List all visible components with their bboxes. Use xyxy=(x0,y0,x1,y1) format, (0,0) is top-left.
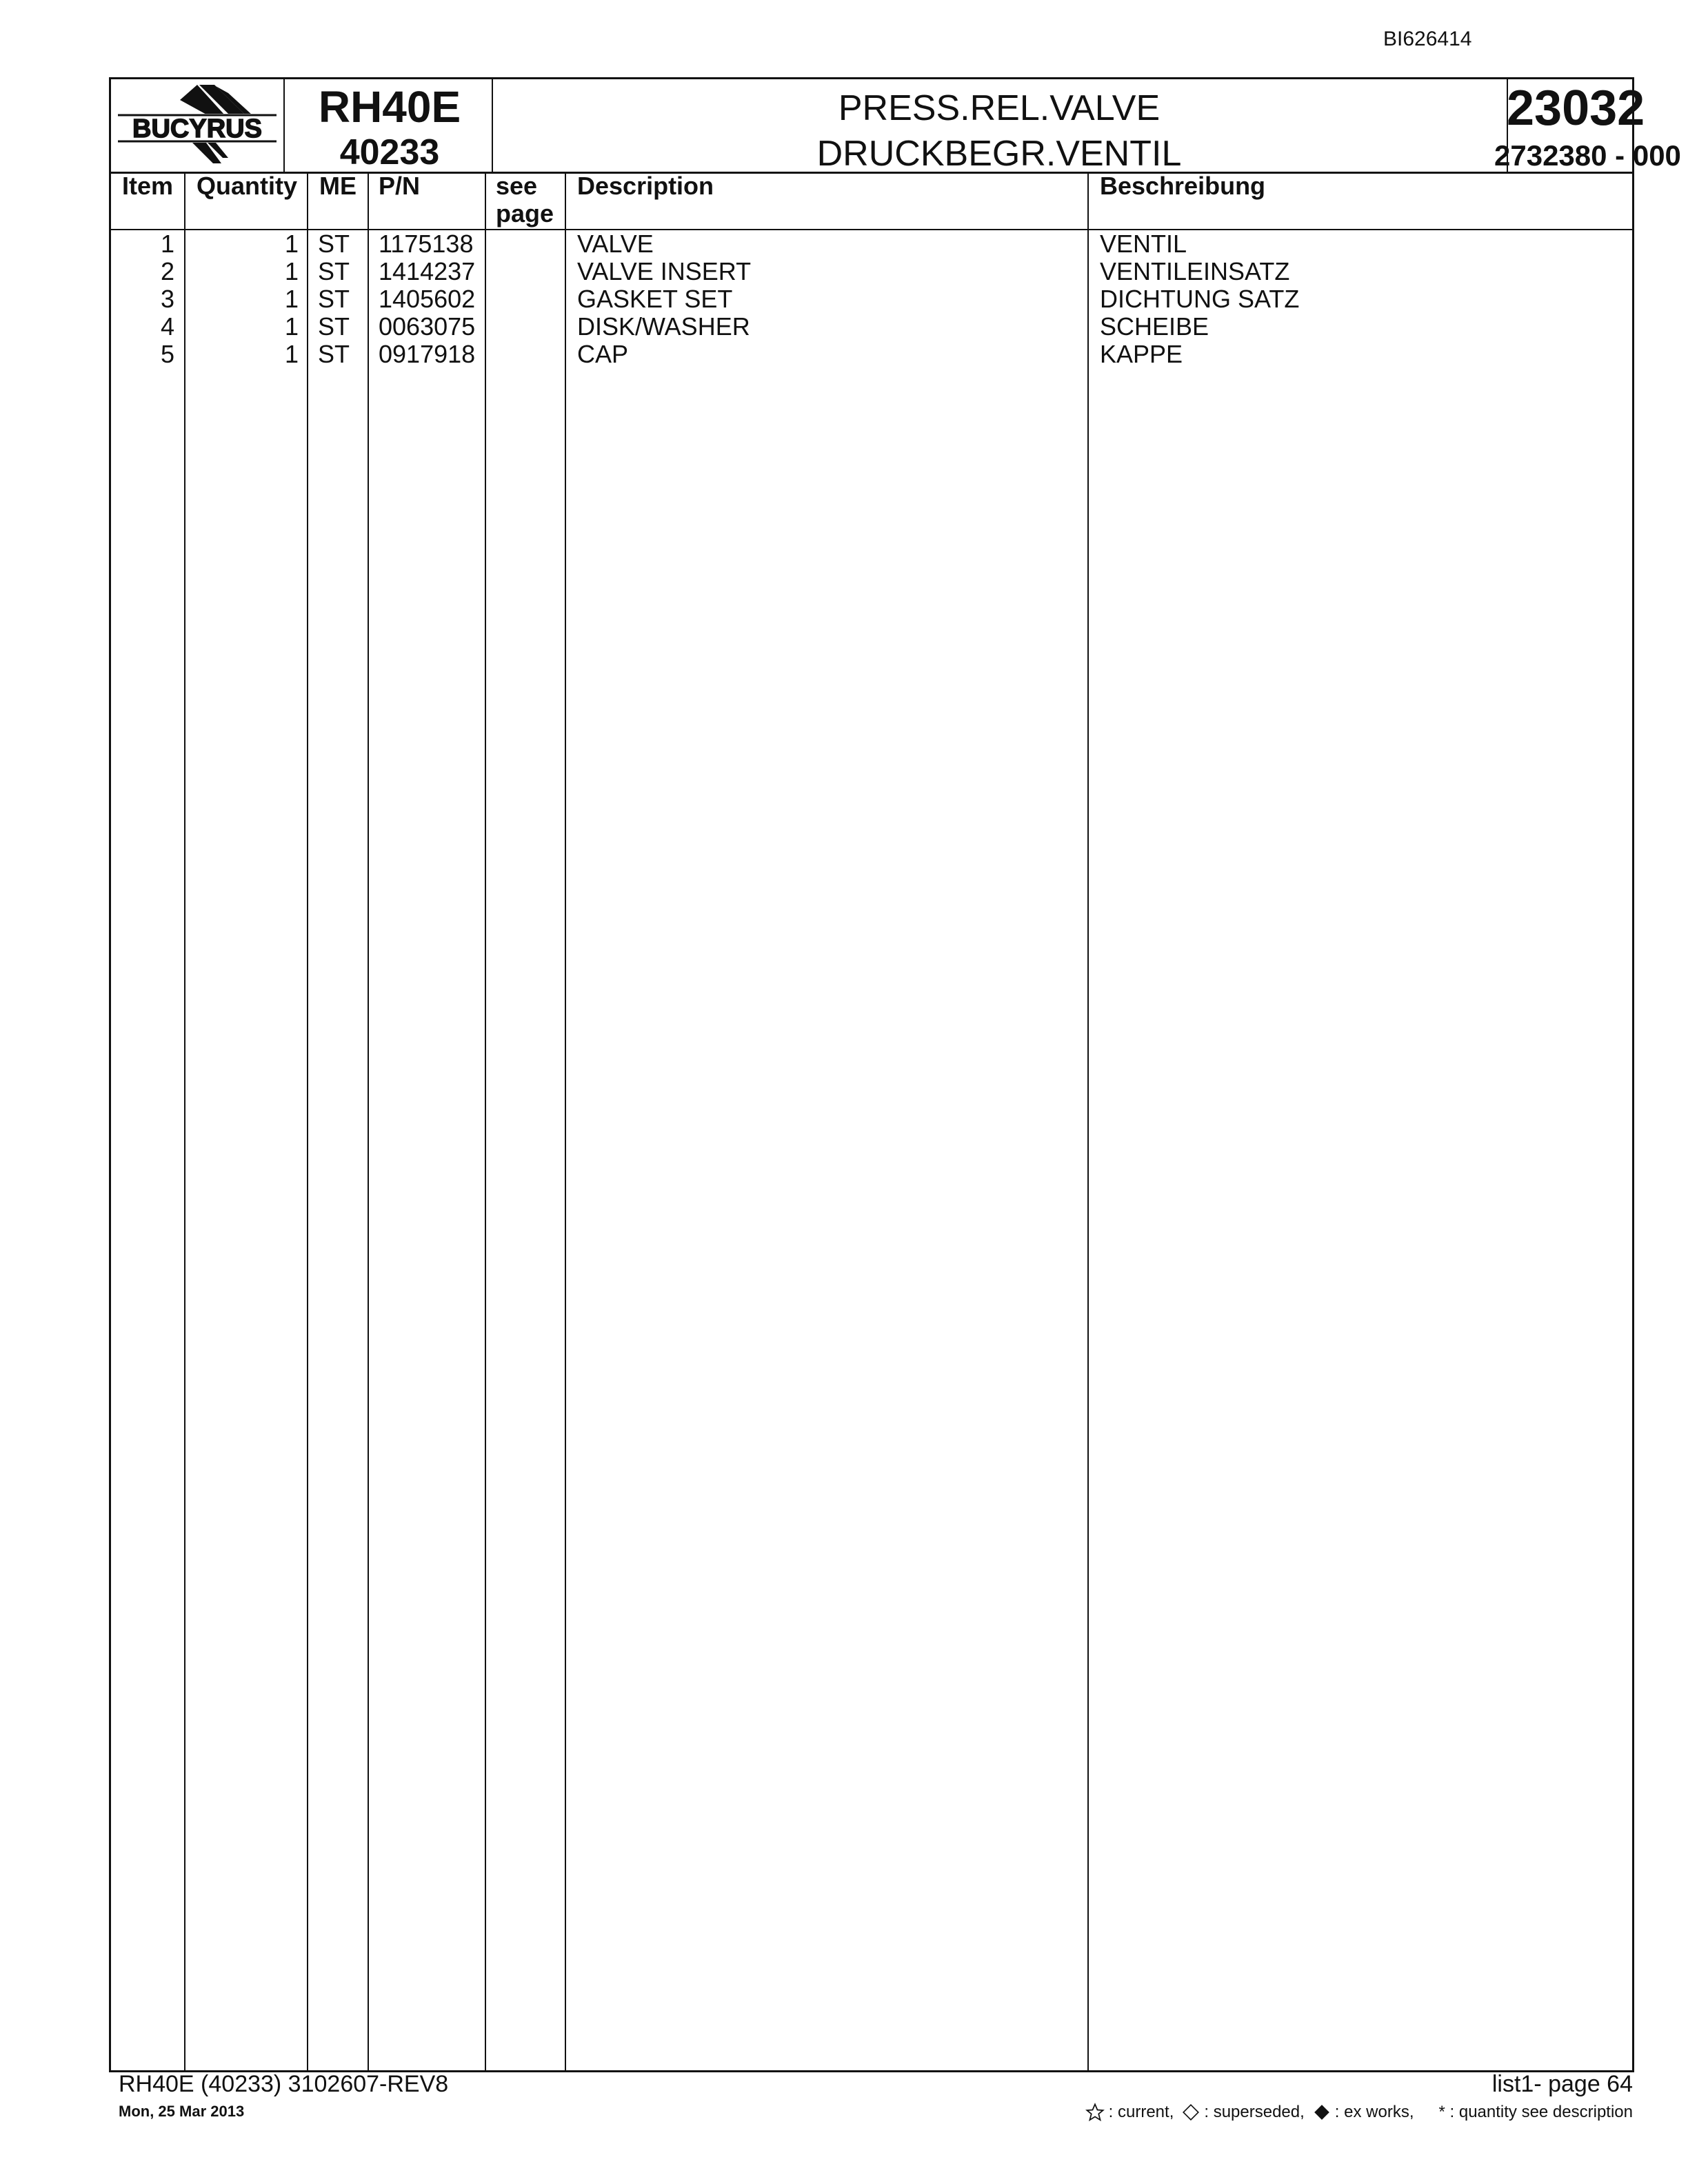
logo-text: BUCYRUS xyxy=(132,114,262,143)
star-outline-icon xyxy=(1085,2103,1105,2122)
table-row xyxy=(111,313,1632,341)
col-see-page: see page xyxy=(496,172,554,228)
cell-description: DISK/WASHER xyxy=(577,312,750,341)
table-row xyxy=(111,341,1632,368)
col-beschreibung: Beschreibung xyxy=(1100,172,1266,200)
cell-quantity: 1 xyxy=(284,230,299,258)
header-block xyxy=(109,77,1681,174)
cell-beschreibung: VENTIL xyxy=(1100,230,1187,258)
cell-beschreibung: KAPPE xyxy=(1100,340,1183,368)
footer-page: list1- page 64 xyxy=(1491,2071,1633,2097)
cell-pn: 1414237 xyxy=(379,257,476,285)
cell-item: 1 xyxy=(160,230,174,258)
cell-description: VALVE xyxy=(577,230,654,258)
document-id: BI626414 xyxy=(1383,28,1472,50)
cell-item: 4 xyxy=(160,312,174,341)
col-description: Description xyxy=(577,172,714,200)
legend-ex-works: : ex works, xyxy=(1334,2103,1414,2121)
cell-beschreibung: VENTILEINSATZ xyxy=(1100,257,1290,285)
legend-current: : current, xyxy=(1108,2103,1174,2121)
cell-quantity: 1 xyxy=(284,285,299,313)
group-number: 23032 xyxy=(1507,81,1645,136)
cell-description: CAP xyxy=(577,340,629,368)
cell-pn: 1405602 xyxy=(379,285,476,313)
cell-me: ST xyxy=(318,312,350,341)
cell-item: 3 xyxy=(160,285,174,313)
legend xyxy=(1085,2103,1633,2122)
title-german: DRUCKBEGR.VENTIL xyxy=(816,134,1182,174)
table-row xyxy=(111,230,1632,258)
group-block xyxy=(1494,79,1681,172)
table-row xyxy=(111,258,1632,285)
footer-doc-ref: RH40E (40233) 3102607-REV8 xyxy=(119,2071,449,2097)
cell-me: ST xyxy=(318,285,350,313)
legend-quantity: * : quantity see description xyxy=(1438,2103,1633,2121)
cell-me: ST xyxy=(318,257,350,285)
cell-quantity: 1 xyxy=(284,257,299,285)
parts-table xyxy=(109,172,1634,2072)
title-block xyxy=(492,79,1507,172)
cell-pn: 0917918 xyxy=(379,340,476,368)
cell-beschreibung: DICHTUNG SATZ xyxy=(1100,285,1300,313)
cell-description: VALVE INSERT xyxy=(577,257,752,285)
logo-icon xyxy=(111,79,283,172)
footer-date: Mon, 25 Mar 2013 xyxy=(119,2103,245,2120)
cell-item: 5 xyxy=(160,340,174,368)
model-block xyxy=(288,79,492,170)
serial-number: 40233 xyxy=(339,132,440,172)
cell-item: 2 xyxy=(160,257,174,285)
cell-me: ST xyxy=(318,230,350,258)
cell-pn: 0063075 xyxy=(379,312,476,341)
col-quantity: Quantity xyxy=(197,172,298,200)
col-me: ME xyxy=(319,172,356,200)
diamond-outline-icon xyxy=(1182,2103,1200,2121)
legend-superseded: : superseded, xyxy=(1204,2103,1305,2121)
bucyrus-logo xyxy=(111,79,283,172)
table-row xyxy=(111,285,1632,313)
col-item: Item xyxy=(122,172,174,200)
cell-me: ST xyxy=(318,340,350,368)
group-reference: 2732380 - 000 xyxy=(1494,139,1681,172)
cell-quantity: 1 xyxy=(284,312,299,341)
cell-beschreibung: SCHEIBE xyxy=(1100,312,1209,341)
col-pn: P/N xyxy=(379,172,421,200)
title-english: PRESS.REL.VALVE xyxy=(838,88,1160,128)
cell-pn: 1175138 xyxy=(379,230,474,258)
cell-description: GASKET SET xyxy=(577,285,733,313)
model-name: RH40E xyxy=(318,82,461,132)
diamond-filled-icon xyxy=(1313,2103,1331,2121)
cell-quantity: 1 xyxy=(284,340,299,368)
